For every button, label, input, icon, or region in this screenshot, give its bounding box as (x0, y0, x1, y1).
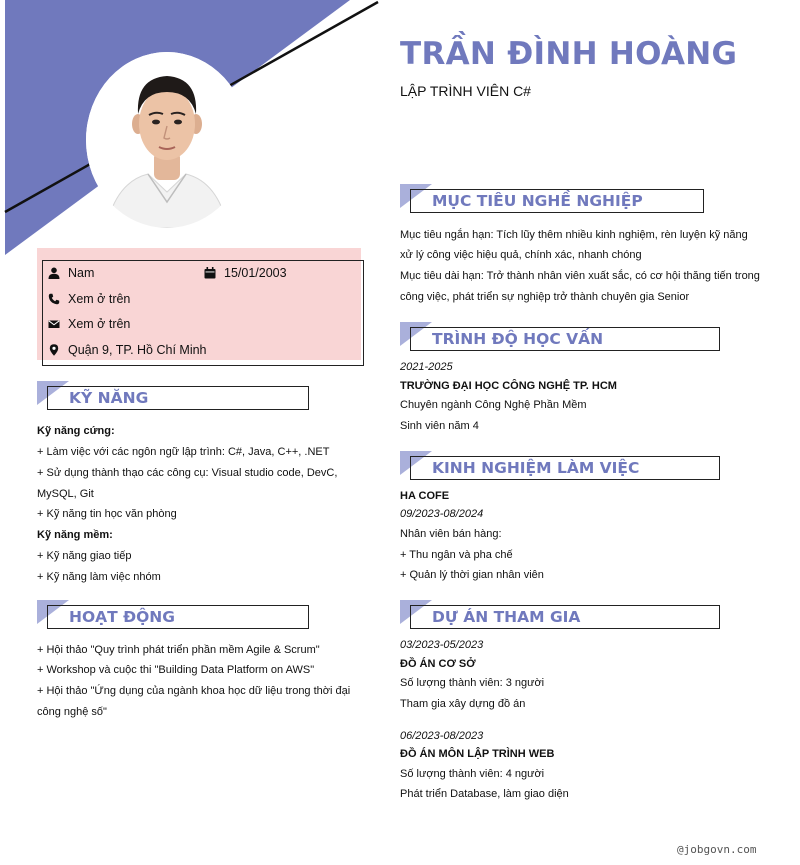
experience-duty: + Thu ngân và pha chế (400, 549, 513, 561)
projects-title: DỰ ÁN THAM GIA (432, 608, 581, 626)
address-value: Quận 9, TP. Hồ Chí Minh (68, 343, 207, 357)
education-title: TRÌNH ĐỘ HỌC VẤN (432, 330, 604, 348)
activity-item-continued: công nghệ số" (37, 706, 107, 718)
hard-skill-item-continued: MySQL, Git (37, 488, 94, 500)
experience-duty: + Quản lý thời gian nhân viên (400, 569, 544, 581)
contact-address (48, 343, 207, 357)
project-name: ĐỒ ÁN CƠ SỞ (400, 658, 476, 670)
avatar (86, 52, 248, 228)
user-icon (48, 267, 60, 279)
project-members: Số lượng thành viên: 4 người (400, 768, 545, 780)
experience-title: KINH NGHIỆM LÀM VIỆC (432, 459, 640, 477)
company-name: HA COFE (400, 490, 450, 502)
education-major: Chuyên ngành Công Nghệ Phần Mềm (400, 399, 587, 411)
soft-skill-item: + Kỹ năng làm việc nhóm (37, 571, 161, 583)
objective-line: xử lý công việc hiệu quả, chính xác, nhanh chóng (400, 249, 642, 261)
objective-title: MỤC TIÊU NGHỀ NGHIỆP (432, 192, 643, 210)
project-name: ĐỒ ÁN MÔN LẬP TRÌNH WEB (400, 748, 555, 760)
hard-skill-item: + Làm việc với các ngôn ngữ lập trình: C#, Java, C++, .NET (37, 446, 330, 458)
project-role: Phát triển Database, làm giao diện (400, 788, 569, 800)
contact-phone (48, 292, 130, 306)
project-role: Tham gia xây dựng đồ án (400, 698, 526, 710)
candidate-role: LẬP TRÌNH VIÊN C# (400, 83, 531, 99)
watermark: @jobgovn.com (677, 843, 757, 856)
objective-line: công việc, phát triển sự nghiệp trở thành chuyên gia Senior (400, 291, 690, 303)
birthday-value: 15/01/2003 (224, 266, 287, 280)
activity-item: + Workshop và cuộc thi "Building Data Platform on AWS" (37, 664, 315, 676)
hard-skill-item: + Kỹ năng tin học văn phòng (37, 508, 177, 520)
objective-line: Mục tiêu dài hạn: Trở thành nhân viên xuất sắc, có cơ hội thăng tiến trong (400, 270, 760, 282)
project-period: 06/2023-08/2023 (400, 730, 484, 742)
school-name: TRƯỜNG ĐẠI HỌC CÔNG NGHỆ TP. HCM (400, 380, 617, 392)
map-pin-icon (48, 344, 60, 356)
activity-item: + Hội thảo "Ứng dụng của ngành khoa học dữ liệu trong thời đại (37, 685, 351, 697)
contact-birthday (204, 266, 287, 280)
soft-skills-title: Kỹ năng mềm: (37, 529, 113, 541)
soft-skill-item: + Kỹ năng giao tiếp (37, 550, 132, 562)
phone-value: Xem ở trên (68, 292, 131, 306)
activity-item: + Hội thảo "Quy trình phát triển phần mềm Agile & Scrum" (37, 644, 320, 656)
envelope-icon (48, 318, 60, 330)
calendar-icon (204, 267, 216, 279)
project-members: Số lượng thành viên: 3 người (400, 677, 545, 689)
education-period: 2021-2025 (400, 361, 453, 373)
avatar-photo (86, 52, 248, 228)
education-status: Sinh viên năm 4 (400, 420, 479, 432)
contact-gender (48, 266, 94, 280)
objective-line: Mục tiêu ngắn hạn: Tích lũy thêm nhiều kinh nghiệm, rèn luyện kỹ năng (400, 229, 748, 241)
phone-icon (48, 293, 60, 305)
experience-position: Nhân viên bán hàng: (400, 528, 502, 540)
activities-title: HOẠT ĐỘNG (69, 608, 175, 626)
contact-email (48, 317, 130, 331)
candidate-name: TRẦN ĐÌNH HOÀNG (400, 36, 738, 72)
email-value: Xem ở trên (68, 317, 131, 331)
experience-period: 09/2023-08/2024 (400, 508, 484, 520)
gender-value: Nam (68, 266, 95, 280)
skills-title: KỸ NĂNG (69, 389, 149, 407)
project-period: 03/2023-05/2023 (400, 639, 484, 651)
hard-skill-item: + Sử dụng thành thạo các công cụ: Visual studio code, DevC, (37, 467, 338, 479)
hard-skills-title: Kỹ năng cứng: (37, 425, 115, 437)
